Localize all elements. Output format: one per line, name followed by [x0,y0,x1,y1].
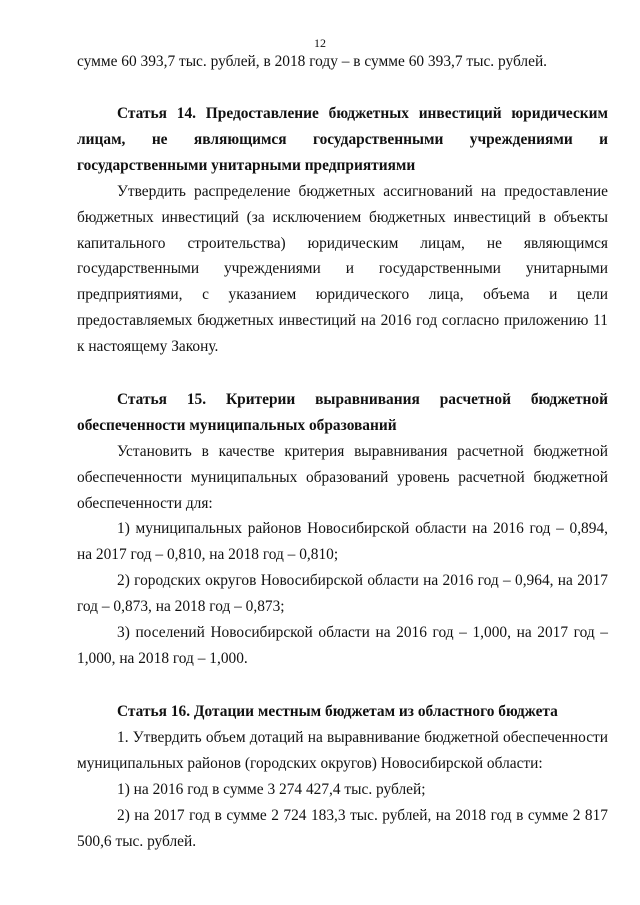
article-16-sub-2: 2) на 2017 год в сумме 2 724 183,3 тыс. рублей, на 2018 год в сумме 2 817 500,6 тыс. рублей. [77,807,608,850]
article-16-sub-1: 1) на 2016 год в сумме 3 274 427,4 тыс. рублей; [117,781,426,798]
article-15-item-1: 1) муниципальных районов Новосибирской области на 2016 год – 0,894, на 2017 год – 0,810, на 2018 год – 0,810; [77,520,608,563]
article-15-item-3: 3) поселений Новосибирской области на 2016 год – 1,000, на 2017 год – 1,000, на 2018 год – 1,000. [77,624,608,667]
article-15-heading: Статья 15. Критерии выравнивания расчетной бюджетной обеспеченности муниципальных образований [77,391,608,434]
continuation-paragraph: сумме 60 393,7 тыс. рублей, в 2018 году – в сумме 60 393,7 тыс. рублей. [77,53,548,70]
article-14-heading: Статья 14. Предоставление бюджетных инвестиций юридическим лицам, не являющимся государственными учреждениями и государственными унитарными предприятиями [77,105,608,174]
page-number: 12 [314,36,326,50]
article-16-heading: Статья 16. Дотации местным бюджетам из областного бюджета [117,703,558,720]
article-15-item-2: 2) городских округов Новосибирской области на 2016 год – 0,964, на 2017 год – 0,873, на 2018 год – 0,873; [77,572,608,615]
article-16-point-1: 1. Утвердить объем дотаций на выравнивание бюджетной обеспеченности муниципальных районов (городских округов) Новосибирской области: [77,729,608,772]
article-14-body: Утвердить распределение бюджетных ассигнований на предоставление бюджетных инвестиций (за исключением бюджетных инвестиций в объекты капитального строительства) юридическим лицам, не являющимся государственными учреждениями и государственными унитарными предприятиями, с указанием юридического лица, объема и цели предоставляемых бюджетных инвестиций на 2016 год согласно приложению 11 к настоящему Закону. [77,183,608,355]
article-15-intro: Установить в качестве критерия выравнивания расчетной бюджетной обеспеченности муниципальных образований уровень расчетной бюджетной обеспеченности для: [77,443,608,512]
